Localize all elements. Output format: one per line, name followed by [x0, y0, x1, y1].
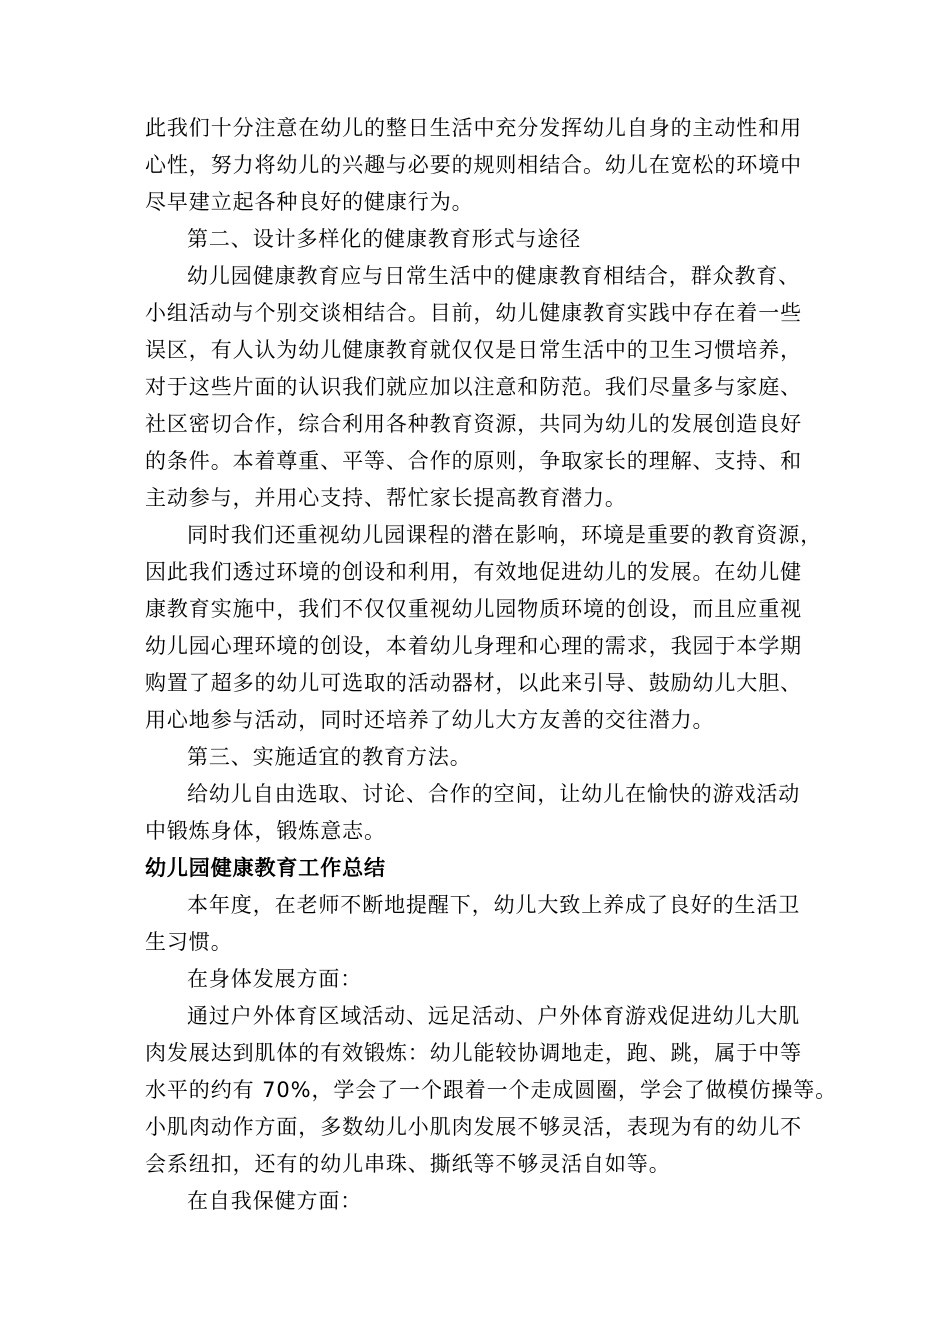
- paragraph-line: 购置了超多的幼儿可选取的活动器材，以此来引导、鼓励幼儿大胆、: [145, 671, 802, 695]
- paragraph-line: 主动参与，并用心支持、帮忙家长提高教育潜力。: [145, 486, 627, 510]
- paragraph-line: 本年度，在老师不断地提醒下，幼儿大致上养成了良好的生活卫: [187, 893, 801, 917]
- paragraph-line: 对于这些片面的认识我们就应加以注意和防范。我们尽量多与家庭、: [145, 375, 802, 399]
- section-heading: 在自我保健方面：: [187, 1189, 363, 1213]
- paragraph-line: 肉发展达到肌体的有效锻炼：幼儿能较协调地走，跑、跳，属于中等: [145, 1041, 802, 1065]
- document-title: 幼儿园健康教育工作总结: [145, 856, 386, 880]
- paragraph-line: 幼儿园心理环境的创设，本着幼儿身理和心理的需求，我园于本学期: [145, 634, 802, 658]
- paragraph-line: 心性，努力将幼儿的兴趣与必要的规则相结合。幼儿在宽松的环境中: [145, 153, 802, 177]
- paragraph-line: 小组活动与个别交谈相结合。目前，幼儿健康教育实践中存在着一些: [145, 301, 802, 325]
- section-heading: 第三、实施适宜的教育方法。: [187, 745, 472, 769]
- paragraph-line: 因此我们透过环境的创设和利用，有效地促进幼儿的发展。在幼儿健: [145, 560, 802, 584]
- paragraph-line: 通过户外体育区域活动、远足活动、户外体育游戏促进幼儿大肌: [187, 1004, 801, 1028]
- paragraph-line: 幼儿园健康教育应与日常生活中的健康教育相结合，群众教育、: [187, 264, 801, 288]
- paragraph-line: 尽早建立起各种良好的健康行为。: [145, 190, 474, 214]
- section-heading: 第二、设计多样化的健康教育形式与途径: [187, 227, 582, 251]
- paragraph-line: 的条件。本着尊重、平等、合作的原则，争取家长的理解、支持、和: [145, 449, 802, 473]
- paragraph-line: 此我们十分注意在幼儿的整日生活中充分发挥幼儿自身的主动性和用: [145, 116, 802, 140]
- paragraph-line: 同时我们还重视幼儿园课程的潜在影响，环境是重要的教育资源，: [187, 523, 823, 547]
- section-heading: 在身体发展方面：: [187, 967, 363, 991]
- paragraph-line: 给幼儿自由选取、讨论、合作的空间，让幼儿在愉快的游戏活动: [187, 782, 801, 806]
- paragraph-line: 误区，有人认为幼儿健康教育就仅仅是日常生活中的卫生习惯培养，: [145, 338, 802, 362]
- paragraph-line: 用心地参与活动，同时还培养了幼儿大方友善的交往潜力。: [145, 708, 715, 732]
- paragraph-line: 生习惯。: [145, 930, 233, 954]
- paragraph-line: 小肌肉动作方面，多数幼儿小肌肉发展不够灵活，表现为有的幼儿不: [145, 1115, 802, 1139]
- paragraph-line: 水平的约有 70%，学会了一个跟着一个走成圆圈，学会了做模仿操等。: [145, 1078, 838, 1102]
- paragraph-line: 中锻炼身体，锻炼意志。: [145, 819, 386, 843]
- paragraph-line: 康教育实施中，我们不仅仅重视幼儿园物质环境的创设，而且应重视: [145, 597, 802, 621]
- paragraph-line: 社区密切合作，综合利用各种教育资源，共同为幼儿的发展创造良好: [145, 412, 802, 436]
- paragraph-line: 会系纽扣，还有的幼儿串珠、撕纸等不够灵活自如等。: [145, 1152, 671, 1176]
